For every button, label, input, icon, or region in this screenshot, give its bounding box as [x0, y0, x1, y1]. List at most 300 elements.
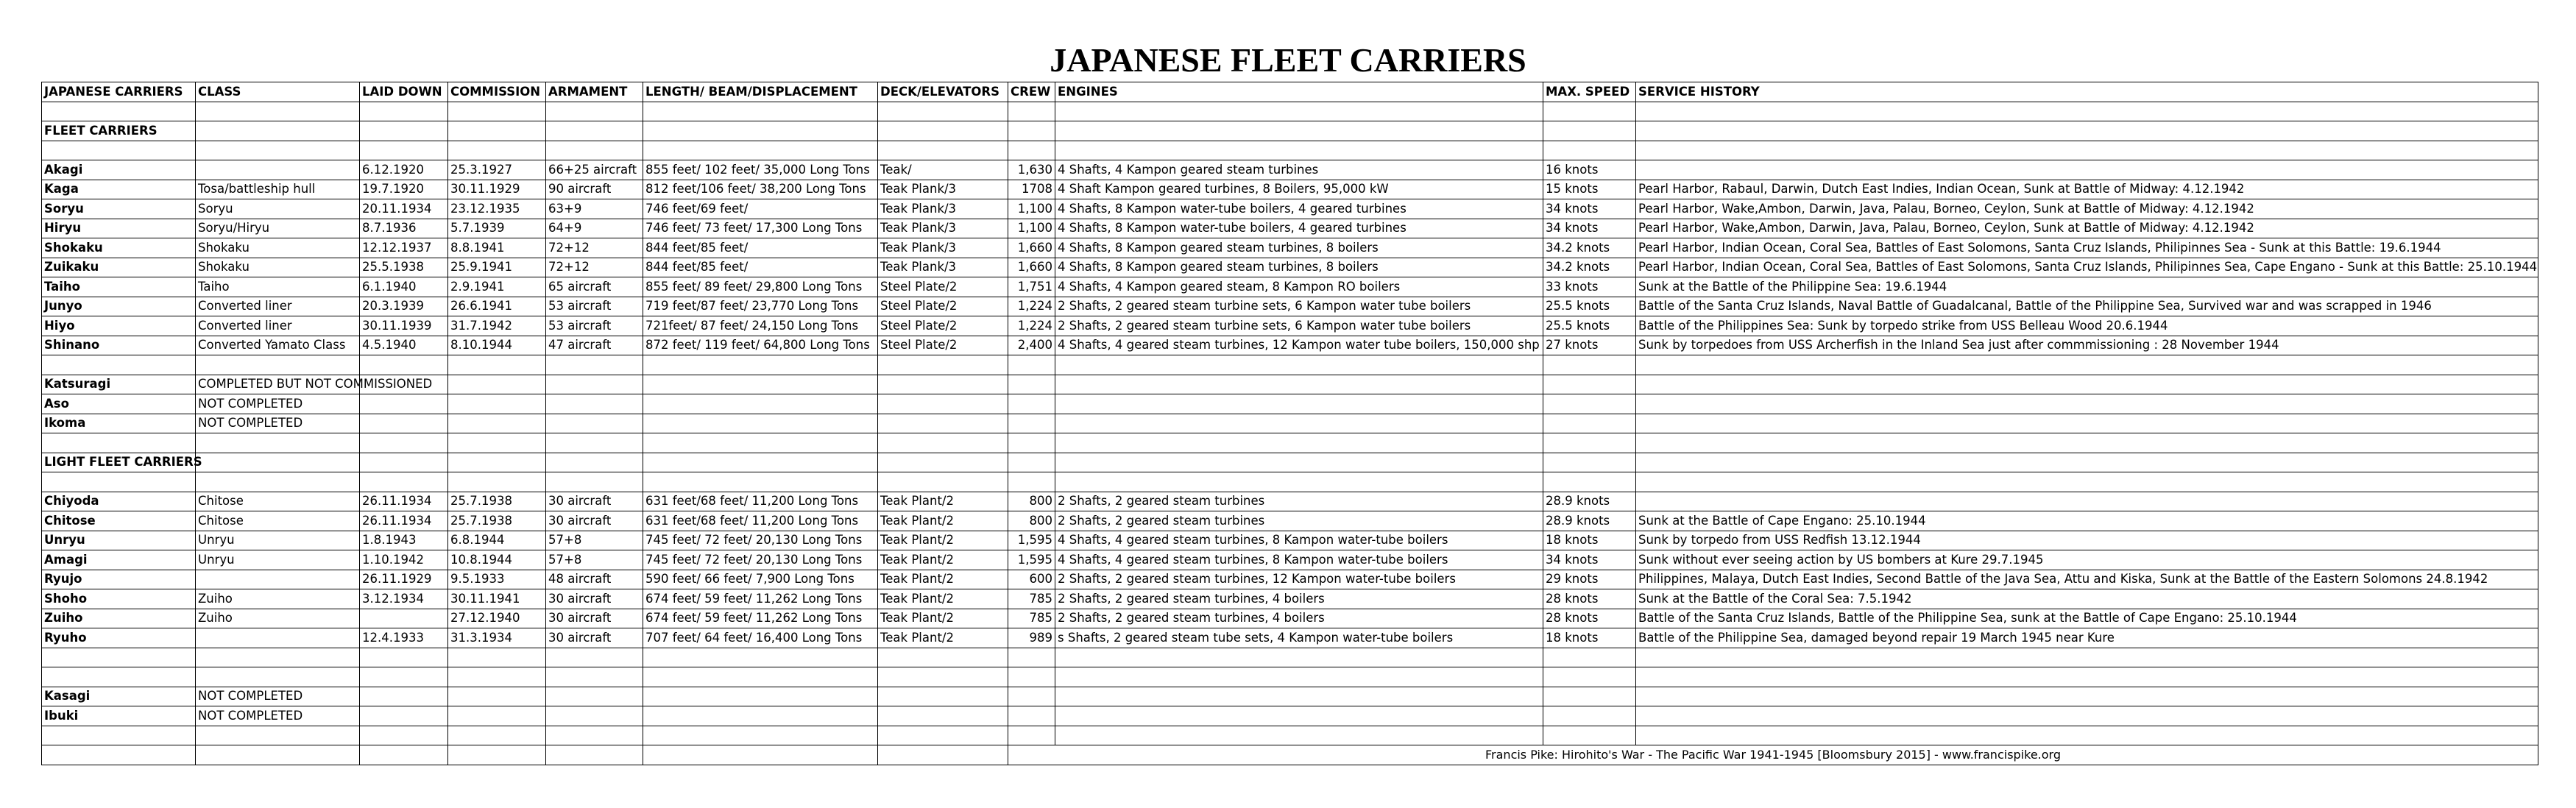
column-header: JAPANESE CARRIERS	[42, 82, 196, 102]
carrier-row	[42, 316, 2538, 336]
table-cell	[196, 160, 360, 180]
section-row	[42, 453, 2538, 472]
table-cell: 25.7.1938	[448, 492, 546, 511]
table-cell: Sunk by torpedo from USS Redfish 13.12.1944	[1636, 531, 2538, 550]
table-cell	[1636, 706, 2538, 726]
table-cell: NOT COMPLETED	[196, 414, 360, 433]
empty-cell	[878, 472, 1008, 492]
empty-cell	[360, 433, 448, 453]
carrier-row	[42, 609, 2538, 628]
table-cell	[1055, 414, 1543, 433]
carrier-name: Shokaku	[42, 238, 196, 258]
carrier-name: Hiyo	[42, 316, 196, 336]
empty-cell	[42, 726, 196, 745]
blank-row	[42, 141, 2538, 160]
table-cell: Pearl Harbor, Wake,Ambon, Darwin, Java, Palau, Borneo, Ceylon, Sunk at Battle of Midway: 4.12.1942	[1636, 219, 2538, 238]
table-cell: 5.7.1939	[448, 219, 546, 238]
table-cell: 2 Shafts, 2 geared steam turbines	[1055, 511, 1543, 531]
empty-cell	[546, 726, 643, 745]
empty-cell	[1636, 648, 2538, 667]
table-cell	[1543, 375, 1636, 394]
table-cell: Chitose	[196, 511, 360, 531]
table-cell: 34.2 knots	[1543, 238, 1636, 258]
table-cell: 2 Shafts, 2 geared steam turbine sets, 6 Kampon water tube boilers	[1055, 297, 1543, 316]
carrier-name: Ryuho	[42, 628, 196, 648]
empty-cell	[1543, 433, 1636, 453]
table-cell: 34 knots	[1543, 550, 1636, 570]
table-cell: 66+25 aircraft	[546, 160, 643, 180]
table-cell: 25.5 knots	[1543, 316, 1636, 336]
table-cell: 26.6.1941	[448, 297, 546, 316]
table-cell: Sunk at the Battle of the Philippine Sea: 19.6.1944	[1636, 277, 2538, 297]
table-cell: Pearl Harbor, Indian Ocean, Coral Sea, Battles of East Solomons, Santa Cruz Islands, Philipinnes Sea, Cape Engano - Sunk at this Battle: 25.10.1944	[1636, 258, 2538, 277]
empty-cell	[360, 667, 448, 687]
blank-row	[42, 433, 2538, 453]
table-cell: 4.5.1940	[360, 336, 448, 355]
empty-cell	[360, 141, 448, 160]
table-cell	[1636, 492, 2538, 511]
table-cell: 1708	[1008, 180, 1055, 199]
empty-cell	[448, 648, 546, 667]
table-cell: 25.5 knots	[1543, 297, 1636, 316]
empty-cell	[643, 472, 878, 492]
table-cell	[448, 687, 546, 706]
table-cell: Battle of the Santa Cruz Islands, Battle of the Philippine Sea, sunk at the Battle of Cape Engano: 25.10.1944	[1636, 609, 2538, 628]
table-cell	[1636, 394, 2538, 414]
table-cell: 15 knots	[1543, 180, 1636, 199]
table-cell	[448, 375, 546, 394]
carrier-row	[42, 160, 2538, 180]
carrier-row	[42, 706, 2538, 726]
table-cell	[1008, 706, 1055, 726]
carrier-name: Katsuragi	[42, 375, 196, 394]
empty-cell	[448, 726, 546, 745]
table-cell: 26.11.1929	[360, 570, 448, 589]
blank-row	[42, 726, 2538, 745]
table-cell: Steel Plate/2	[878, 316, 1008, 336]
empty-cell	[878, 102, 1008, 121]
table-cell	[643, 394, 878, 414]
carrier-name: Ibuki	[42, 706, 196, 726]
column-header: CLASS	[196, 82, 360, 102]
table-cell	[546, 414, 643, 433]
carrier-row	[42, 375, 2538, 394]
empty-cell	[1543, 102, 1636, 121]
empty-cell	[1055, 141, 1543, 160]
carrier-row	[42, 589, 2538, 609]
carrier-row	[42, 394, 2538, 414]
table-cell: Sunk without ever seeing action by US bombers at Kure 29.7.1945	[1636, 550, 2538, 570]
table-cell: 34.2 knots	[1543, 258, 1636, 277]
table-cell: 800	[1008, 492, 1055, 511]
table-cell	[878, 687, 1008, 706]
empty-cell	[360, 648, 448, 667]
empty-cell	[1008, 453, 1055, 472]
table-cell	[360, 687, 448, 706]
table-cell: Converted liner	[196, 297, 360, 316]
carrier-row	[42, 628, 2538, 648]
table-cell	[878, 394, 1008, 414]
table-cell	[643, 687, 878, 706]
table-cell: 8.8.1941	[448, 238, 546, 258]
empty-cell	[546, 648, 643, 667]
carrier-name: Shoho	[42, 589, 196, 609]
carrier-row	[42, 570, 2538, 589]
carrier-row	[42, 258, 2538, 277]
table-cell: 53 aircraft	[546, 297, 643, 316]
table-cell: 855 feet/ 102 feet/ 35,000 Long Tons	[643, 160, 878, 180]
table-cell: Taiho	[196, 277, 360, 297]
carrier-name: Zuiho	[42, 609, 196, 628]
table-cell: Tosa/battleship hull	[196, 180, 360, 199]
table-cell: 25.9.1941	[448, 258, 546, 277]
empty-cell	[546, 472, 643, 492]
page-title: JAPANESE FLEET CARRIERS	[1050, 41, 1526, 79]
table-cell	[546, 394, 643, 414]
blank-row	[42, 667, 2538, 687]
empty-cell	[448, 453, 546, 472]
table-cell: 65 aircraft	[546, 277, 643, 297]
table-cell	[1008, 375, 1055, 394]
empty-cell	[1636, 667, 2538, 687]
table-cell: 1.8.1943	[360, 531, 448, 550]
table-cell: 20.11.1934	[360, 199, 448, 219]
table-cell: 20.3.1939	[360, 297, 448, 316]
table-cell: 27.12.1940	[448, 609, 546, 628]
carrier-name: Akagi	[42, 160, 196, 180]
blank-row	[42, 648, 2538, 667]
table-cell: 31.3.1934	[448, 628, 546, 648]
empty-cell	[196, 453, 360, 472]
table-cell: 31.7.1942	[448, 316, 546, 336]
table-cell: NOT COMPLETED	[196, 706, 360, 726]
table-cell: 785	[1008, 609, 1055, 628]
table-cell: 72+12	[546, 258, 643, 277]
empty-cell	[1055, 472, 1543, 492]
table-cell: Steel Plate/2	[878, 336, 1008, 355]
table-cell: Steel Plate/2	[878, 297, 1008, 316]
empty-cell	[643, 121, 878, 141]
empty-cell	[546, 355, 643, 375]
column-header: CREW	[1008, 82, 1055, 102]
table-cell: 1,100	[1008, 199, 1055, 219]
carriers-table	[41, 82, 2538, 765]
empty-cell	[546, 453, 643, 472]
empty-cell	[360, 726, 448, 745]
empty-cell	[1008, 102, 1055, 121]
table-cell: 28.9 knots	[1543, 511, 1636, 531]
table-cell: 53 aircraft	[546, 316, 643, 336]
empty-cell	[1543, 648, 1636, 667]
table-cell	[1543, 706, 1636, 726]
empty-cell	[546, 667, 643, 687]
empty-cell	[1008, 141, 1055, 160]
table-cell: 4 Shafts, 8 Kampon water-tube boilers, 4 geared turbines	[1055, 199, 1543, 219]
table-cell	[1636, 160, 2538, 180]
empty-cell	[448, 433, 546, 453]
carrier-name: Chitose	[42, 511, 196, 531]
table-cell: Unryu	[196, 550, 360, 570]
source-credit: Francis Pike: Hirohito's War - The Pacific War 1941-1945 [Bloomsbury 2015] - www.francispike.org	[1008, 745, 2538, 765]
empty-cell	[1543, 472, 1636, 492]
table-cell: 33 knots	[1543, 277, 1636, 297]
empty-cell	[1008, 433, 1055, 453]
table-cell: Teak Plant/2	[878, 589, 1008, 609]
column-header: COMMISSION	[448, 82, 546, 102]
carrier-name: Hiryu	[42, 219, 196, 238]
table-cell: 28 knots	[1543, 589, 1636, 609]
table-cell: 12.4.1933	[360, 628, 448, 648]
empty-cell	[1008, 667, 1055, 687]
table-cell: 2 Shafts, 2 geared steam turbines, 12 Kampon water-tube boilers	[1055, 570, 1543, 589]
table-cell: 707 feet/ 64 feet/ 16,400 Long Tons	[643, 628, 878, 648]
empty-cell	[878, 648, 1008, 667]
table-cell: Converted Yamato Class	[196, 336, 360, 355]
table-cell: Teak Plant/2	[878, 511, 1008, 531]
empty-cell	[448, 355, 546, 375]
carrier-name: Taiho	[42, 277, 196, 297]
table-cell: 18 knots	[1543, 531, 1636, 550]
carrier-row	[42, 550, 2538, 570]
empty-cell	[360, 472, 448, 492]
empty-cell	[643, 453, 878, 472]
table-cell: 6.12.1920	[360, 160, 448, 180]
table-cell: Chitose	[196, 492, 360, 511]
table-cell: s Shafts, 2 geared steam tube sets, 4 Kampon water-tube boilers	[1055, 628, 1543, 648]
empty-cell	[643, 648, 878, 667]
empty-cell	[196, 472, 360, 492]
empty-cell	[42, 102, 196, 121]
table-cell: 600	[1008, 570, 1055, 589]
empty-cell	[643, 355, 878, 375]
table-cell: 30 aircraft	[546, 628, 643, 648]
empty-cell	[878, 121, 1008, 141]
table-cell: Pearl Harbor, Wake,Ambon, Darwin, Java, Palau, Borneo, Ceylon, Sunk at Battle of Midway: 4.12.1942	[1636, 199, 2538, 219]
table-cell: 4 Shafts, 8 Kampon water-tube boilers, 4 geared turbines	[1055, 219, 1543, 238]
table-cell: COMPLETED BUT NOT COMMISSIONED	[196, 375, 360, 394]
table-cell: 57+8	[546, 531, 643, 550]
empty-cell	[196, 141, 360, 160]
table-cell: 872 feet/ 119 feet/ 64,800 Long Tons	[643, 336, 878, 355]
table-cell: Pearl Harbor, Rabaul, Darwin, Dutch East Indies, Indian Ocean, Sunk at Battle of Midway: 4.12.1942	[1636, 180, 2538, 199]
empty-cell	[196, 433, 360, 453]
empty-cell	[1055, 433, 1543, 453]
table-cell: Shokaku	[196, 258, 360, 277]
table-cell: 64+9	[546, 219, 643, 238]
table-cell: Teak Plank/3	[878, 180, 1008, 199]
empty-cell	[448, 472, 546, 492]
table-cell: 25.3.1927	[448, 160, 546, 180]
table-cell: 30 aircraft	[546, 492, 643, 511]
table-cell: 30 aircraft	[546, 511, 643, 531]
table-cell	[448, 394, 546, 414]
table-cell: 27 knots	[1543, 336, 1636, 355]
column-header: DECK/ELEVATORS	[878, 82, 1008, 102]
table-cell: Battle of the Santa Cruz Islands, Naval Battle of Guadalcanal, Battle of the Philippine Sea, Survived war and was scrapped in 1946	[1636, 297, 2538, 316]
empty-cell	[1543, 121, 1636, 141]
empty-cell	[448, 102, 546, 121]
table-cell: 2,400	[1008, 336, 1055, 355]
table-cell	[1636, 687, 2538, 706]
carrier-name: Chiyoda	[42, 492, 196, 511]
section-title-light: LIGHT FLEET CARRIERS	[42, 453, 196, 472]
carrier-name: Kasagi	[42, 687, 196, 706]
empty-cell	[878, 141, 1008, 160]
table-cell	[1636, 414, 2538, 433]
table-cell: 745 feet/ 72 feet/ 20,130 Long Tons	[643, 531, 878, 550]
table-cell	[360, 394, 448, 414]
table-cell: Battle of the Philippines Sea: Sunk by torpedo strike from USS Belleau Wood 20.6.1944	[1636, 316, 2538, 336]
blank-row	[42, 102, 2538, 121]
empty-cell	[878, 745, 1008, 765]
table-cell: NOT COMPLETED	[196, 394, 360, 414]
table-cell	[1543, 414, 1636, 433]
header-row	[42, 82, 2538, 102]
empty-cell	[1055, 453, 1543, 472]
table-cell: 8.10.1944	[448, 336, 546, 355]
empty-cell	[1543, 141, 1636, 160]
table-cell: 1,630	[1008, 160, 1055, 180]
table-cell: 721feet/ 87 feet/ 24,150 Long Tons	[643, 316, 878, 336]
table-cell: 800	[1008, 511, 1055, 531]
table-cell: 1.10.1942	[360, 550, 448, 570]
table-cell: 745 feet/ 72 feet/ 20,130 Long Tons	[643, 550, 878, 570]
table-cell	[1543, 394, 1636, 414]
carrier-row	[42, 531, 2538, 550]
table-cell	[878, 706, 1008, 726]
table-cell	[360, 414, 448, 433]
empty-cell	[42, 667, 196, 687]
table-cell: 18 knots	[1543, 628, 1636, 648]
table-cell: 631 feet/68 feet/ 11,200 Long Tons	[643, 492, 878, 511]
table-cell	[1055, 687, 1543, 706]
table-cell: 4 Shafts, 4 geared steam turbines, 12 Kampon water tube boilers, 150,000 shp	[1055, 336, 1543, 355]
empty-cell	[1055, 355, 1543, 375]
empty-cell	[643, 726, 878, 745]
table-cell: 4 Shafts, 8 Kampon geared steam turbines, 8 boilers	[1055, 258, 1543, 277]
column-header: SERVICE HISTORY	[1636, 82, 2538, 102]
carriers-table-body	[42, 82, 2538, 765]
table-cell	[1636, 375, 2538, 394]
carrier-name: Shinano	[42, 336, 196, 355]
table-cell: 30 aircraft	[546, 609, 643, 628]
table-cell: 12.12.1937	[360, 238, 448, 258]
table-cell: Converted liner	[196, 316, 360, 336]
table-cell: 631 feet/68 feet/ 11,200 Long Tons	[643, 511, 878, 531]
table-cell: 1,100	[1008, 219, 1055, 238]
table-cell: 34 knots	[1543, 219, 1636, 238]
carrier-name: Ryujo	[42, 570, 196, 589]
empty-cell	[1543, 667, 1636, 687]
table-cell: 19.7.1920	[360, 180, 448, 199]
carrier-name: Zuikaku	[42, 258, 196, 277]
empty-cell	[42, 648, 196, 667]
credit-row	[42, 745, 2538, 765]
table-cell: 63+9	[546, 199, 643, 219]
table-cell: 9.5.1933	[448, 570, 546, 589]
table-cell: Shokaku	[196, 238, 360, 258]
table-cell: Soryu	[196, 199, 360, 219]
table-cell: Sunk at the Battle of the Coral Sea: 7.5.1942	[1636, 589, 2538, 609]
table-cell: Zuiho	[196, 609, 360, 628]
carrier-row	[42, 238, 2538, 258]
empty-cell	[196, 648, 360, 667]
table-cell: 590 feet/ 66 feet/ 7,900 Long Tons	[643, 570, 878, 589]
table-cell	[546, 687, 643, 706]
column-header: ENGINES	[1055, 82, 1543, 102]
empty-cell	[448, 121, 546, 141]
empty-cell	[546, 745, 643, 765]
empty-cell	[878, 355, 1008, 375]
carrier-row	[42, 180, 2538, 199]
empty-cell	[196, 667, 360, 687]
column-header: ARMAMENT	[546, 82, 643, 102]
table-cell	[878, 414, 1008, 433]
table-cell: 28.9 knots	[1543, 492, 1636, 511]
empty-cell	[1008, 355, 1055, 375]
empty-cell	[1543, 453, 1636, 472]
table-cell: Sunk at the Battle of Cape Engano: 25.10.1944	[1636, 511, 2538, 531]
table-cell: 1,660	[1008, 238, 1055, 258]
table-cell: Teak Plant/2	[878, 609, 1008, 628]
table-cell	[448, 706, 546, 726]
empty-cell	[196, 745, 360, 765]
table-cell: 4 Shaft Kampon geared turbines, 8 Boilers, 95,000 kW	[1055, 180, 1543, 199]
table-cell: 34 knots	[1543, 199, 1636, 219]
empty-cell	[643, 667, 878, 687]
carrier-row	[42, 219, 2538, 238]
carrier-row	[42, 414, 2538, 433]
empty-cell	[196, 355, 360, 375]
table-cell	[546, 706, 643, 726]
table-cell: Teak Plant/2	[878, 628, 1008, 648]
table-cell: Zuiho	[196, 589, 360, 609]
empty-cell	[1636, 726, 2538, 745]
table-cell: 1,595	[1008, 550, 1055, 570]
empty-cell	[546, 433, 643, 453]
carrier-name: Aso	[42, 394, 196, 414]
empty-cell	[1055, 121, 1543, 141]
carrier-row	[42, 492, 2538, 511]
table-cell: Teak/	[878, 160, 1008, 180]
table-cell: 674 feet/ 59 feet/ 11,262 Long Tons	[643, 609, 878, 628]
table-cell: Teak Plant/2	[878, 550, 1008, 570]
carrier-row	[42, 336, 2538, 355]
empty-cell	[1543, 355, 1636, 375]
table-cell: 72+12	[546, 238, 643, 258]
empty-cell	[643, 433, 878, 453]
table-cell: 1,595	[1008, 531, 1055, 550]
table-cell: 25.7.1938	[448, 511, 546, 531]
table-cell: 6.8.1944	[448, 531, 546, 550]
table-cell: 3.12.1934	[360, 589, 448, 609]
empty-cell	[1055, 726, 1543, 745]
table-cell: 2 Shafts, 2 geared steam turbines, 4 boilers	[1055, 589, 1543, 609]
table-cell: 4 Shafts, 8 Kampon geared steam turbines, 8 boilers	[1055, 238, 1543, 258]
empty-cell	[878, 453, 1008, 472]
table-cell: 812 feet/106 feet/ 38,200 Long Tons	[643, 180, 878, 199]
blank-row	[42, 355, 2538, 375]
empty-cell	[196, 726, 360, 745]
table-cell: NOT COMPLETED	[196, 687, 360, 706]
empty-cell	[1008, 121, 1055, 141]
carrier-name: Kaga	[42, 180, 196, 199]
empty-cell	[546, 141, 643, 160]
table-cell: 30 aircraft	[546, 589, 643, 609]
empty-cell	[546, 121, 643, 141]
table-cell: 48 aircraft	[546, 570, 643, 589]
empty-cell	[1636, 102, 2538, 121]
